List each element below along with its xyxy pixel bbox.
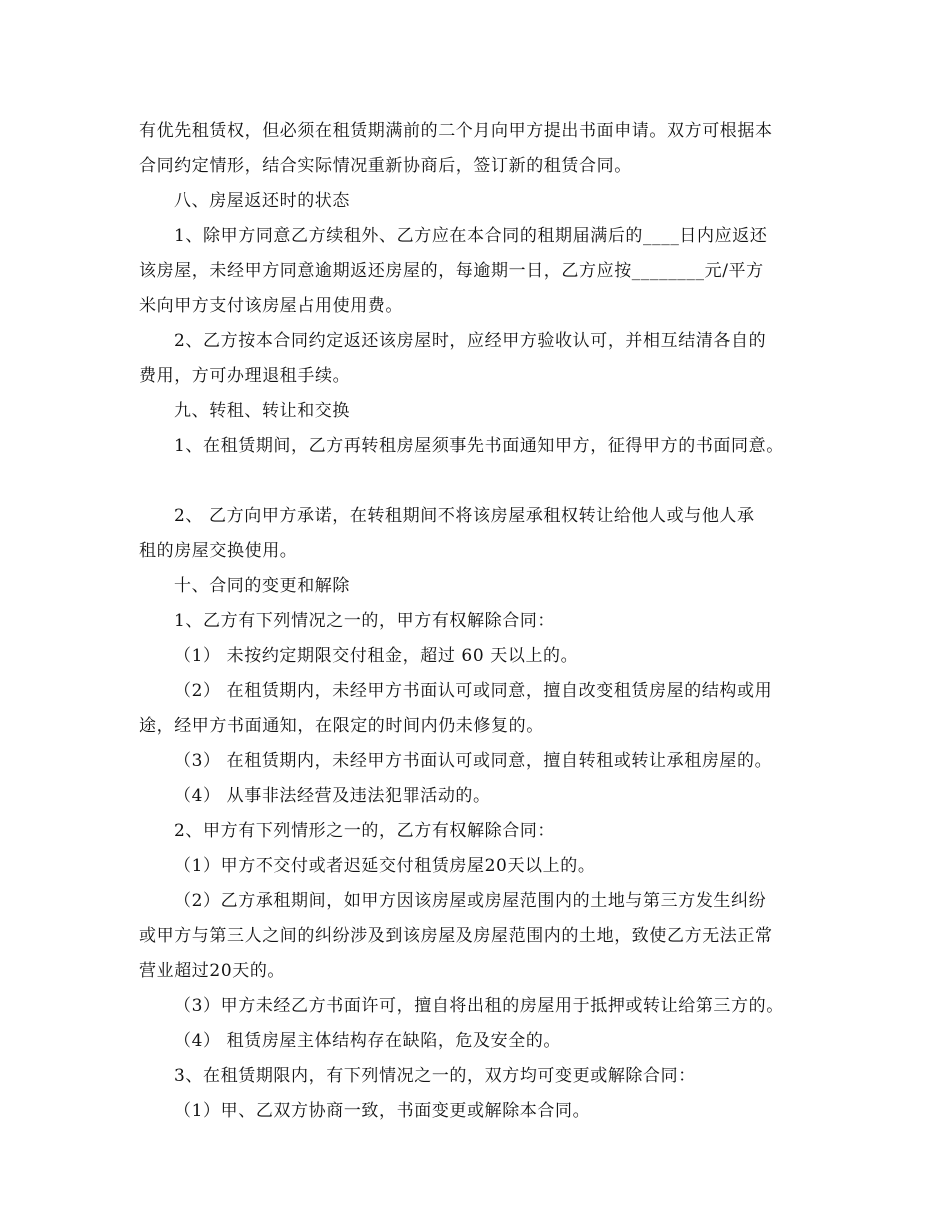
text-line: 费用，方可办理退租手续。 bbox=[139, 366, 351, 386]
text-line: （2） 在租赁期内，未经甲方书面认可或同意，擅自改变租赁房屋的结构或用 bbox=[174, 681, 773, 701]
text-line: （4） 租赁房屋主体结构存在缺陷，危及安全的。 bbox=[174, 1031, 562, 1051]
section-heading: 八、房屋返还时的状态 bbox=[174, 191, 350, 211]
text-line: 途，经甲方书面通知，在限定的时间内仍未修复的。 bbox=[139, 716, 544, 736]
text-line: 3、在租赁期限内，有下列情况之一的，双方均可变更或解除合同： bbox=[174, 1066, 696, 1086]
text-line: （1）甲、乙双方协商一致，书面变更或解除本合同。 bbox=[174, 1101, 591, 1121]
text-line: 1、在租赁期间，乙方再转租房屋须事先书面通知甲方，征得甲方的书面同意。 bbox=[174, 436, 784, 456]
text-line: 米向甲方支付该房屋占用使用费。 bbox=[139, 296, 403, 316]
text-line: （3） 在租赁期内，未经甲方书面认可或同意，擅自转租或转让承租房屋的。 bbox=[174, 751, 773, 771]
text-line: （1）甲方不交付或者迟延交付租赁房屋20天以上的。 bbox=[174, 856, 596, 876]
text-line: 2、乙方按本合同约定返还该房屋时，应经甲方验收认可，并相互结清各自的 bbox=[174, 331, 767, 351]
text-line: （2）乙方承租期间，如甲方因该房屋或房屋范围内的土地与第三方发生纠纷 bbox=[174, 891, 767, 911]
text-line: （3）甲方未经乙方书面许可，擅自将出租的房屋用于抵押或转让给第三方的。 bbox=[174, 996, 784, 1016]
text-line: 2、甲方有下列情形之一的，乙方有权解除合同： bbox=[174, 821, 556, 841]
text-line: 1、乙方有下列情况之一的，甲方有权解除合同： bbox=[174, 611, 556, 631]
text-line: 有优先租赁权，但必须在租赁期满前的二个月向甲方提出书面申请。双方可根据本 bbox=[139, 121, 773, 141]
text-line: 合同约定情形，结合实际情况重新协商后，签订新的租赁合同。 bbox=[139, 156, 632, 176]
section-heading: 十、合同的变更和解除 bbox=[174, 576, 350, 596]
text-line: 1、除甲方同意乙方续租外、乙方应在本合同的租期届满后的____日内应返还 bbox=[174, 226, 768, 246]
text-line: 或甲方与第三人之间的纠纷涉及到该房屋及房屋范围内的土地，致使乙方无法正常 bbox=[139, 926, 773, 946]
text-line: 租的房屋交换使用。 bbox=[139, 541, 298, 561]
text-line: （4） 从事非法经营及违法犯罪活动的。 bbox=[174, 786, 491, 806]
section-heading: 九、转租、转让和交换 bbox=[174, 401, 350, 421]
text-line: 2、 乙方向甲方承诺，在转租期间不将该房屋承租权转让给他人或与他人承 bbox=[174, 506, 755, 526]
text-line: 该房屋，未经甲方同意逾期返还房屋的，每逾期一日，乙方应按________元/平方 bbox=[139, 261, 764, 281]
text-line: 营业超过20天的。 bbox=[139, 961, 286, 981]
text-line: （1） 未按约定期限交付租金，超过 60 天以上的。 bbox=[174, 646, 579, 666]
